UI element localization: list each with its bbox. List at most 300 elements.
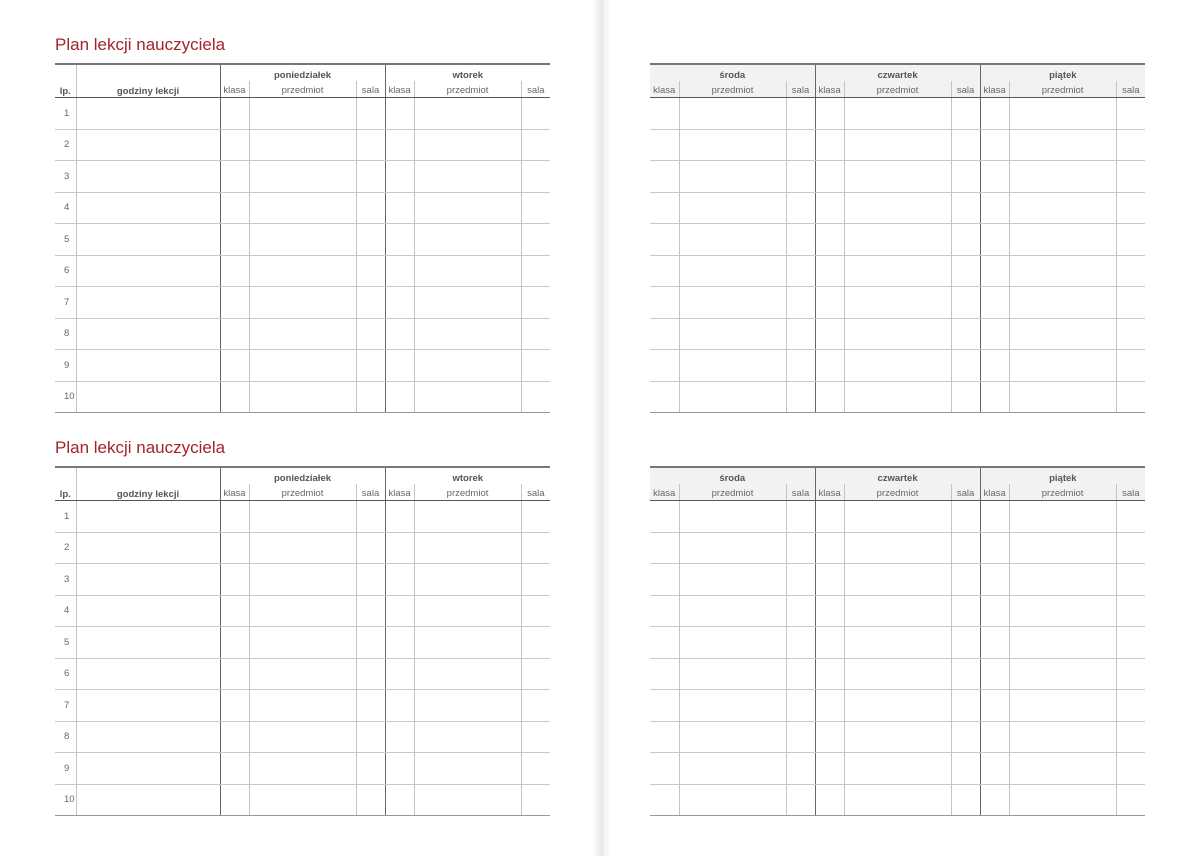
cell-przedmiot[interactable] xyxy=(249,784,356,816)
cell-przedmiot[interactable] xyxy=(844,658,951,690)
cell-klasa[interactable] xyxy=(385,501,414,533)
cell-klasa[interactable] xyxy=(220,690,249,722)
cell-klasa[interactable] xyxy=(980,350,1009,382)
cell-sala[interactable] xyxy=(521,564,550,596)
cell-przedmiot[interactable] xyxy=(1009,192,1116,224)
cell-klasa[interactable] xyxy=(220,627,249,659)
cell-klasa[interactable] xyxy=(980,501,1009,533)
cell-hours[interactable] xyxy=(76,784,220,816)
cell-przedmiot[interactable] xyxy=(414,658,521,690)
cell-przedmiot[interactable] xyxy=(844,161,951,193)
cell-sala[interactable] xyxy=(356,532,385,564)
cell-klasa[interactable] xyxy=(980,564,1009,596)
cell-przedmiot[interactable] xyxy=(1009,224,1116,256)
cell-klasa[interactable] xyxy=(650,161,679,193)
cell-przedmiot[interactable] xyxy=(1009,753,1116,785)
cell-przedmiot[interactable] xyxy=(1009,658,1116,690)
cell-przedmiot[interactable] xyxy=(679,532,786,564)
cell-przedmiot[interactable] xyxy=(844,350,951,382)
cell-sala[interactable] xyxy=(951,161,980,193)
cell-przedmiot[interactable] xyxy=(844,595,951,627)
cell-klasa[interactable] xyxy=(385,192,414,224)
cell-klasa[interactable] xyxy=(385,318,414,350)
cell-przedmiot[interactable] xyxy=(679,224,786,256)
cell-przedmiot[interactable] xyxy=(249,721,356,753)
cell-przedmiot[interactable] xyxy=(844,501,951,533)
cell-hours[interactable] xyxy=(76,287,220,319)
cell-klasa[interactable] xyxy=(815,721,844,753)
cell-klasa[interactable] xyxy=(220,501,249,533)
cell-klasa[interactable] xyxy=(815,192,844,224)
cell-klasa[interactable] xyxy=(980,381,1009,413)
cell-sala[interactable] xyxy=(1116,658,1145,690)
cell-przedmiot[interactable] xyxy=(679,627,786,659)
cell-klasa[interactable] xyxy=(650,287,679,319)
cell-sala[interactable] xyxy=(786,690,815,722)
cell-klasa[interactable] xyxy=(650,98,679,130)
cell-sala[interactable] xyxy=(521,129,550,161)
cell-sala[interactable] xyxy=(1116,129,1145,161)
cell-sala[interactable] xyxy=(786,98,815,130)
cell-przedmiot[interactable] xyxy=(1009,501,1116,533)
cell-klasa[interactable] xyxy=(650,627,679,659)
cell-sala[interactable] xyxy=(356,721,385,753)
cell-klasa[interactable] xyxy=(815,161,844,193)
cell-sala[interactable] xyxy=(521,627,550,659)
cell-sala[interactable] xyxy=(1116,721,1145,753)
cell-sala[interactable] xyxy=(1116,564,1145,596)
cell-sala[interactable] xyxy=(951,501,980,533)
cell-klasa[interactable] xyxy=(220,532,249,564)
cell-przedmiot[interactable] xyxy=(414,161,521,193)
cell-przedmiot[interactable] xyxy=(1009,532,1116,564)
cell-klasa[interactable] xyxy=(650,595,679,627)
cell-klasa[interactable] xyxy=(650,658,679,690)
cell-sala[interactable] xyxy=(951,627,980,659)
cell-przedmiot[interactable] xyxy=(844,224,951,256)
cell-przedmiot[interactable] xyxy=(414,532,521,564)
cell-przedmiot[interactable] xyxy=(1009,255,1116,287)
cell-klasa[interactable] xyxy=(980,192,1009,224)
cell-sala[interactable] xyxy=(521,690,550,722)
cell-sala[interactable] xyxy=(786,161,815,193)
cell-sala[interactable] xyxy=(356,255,385,287)
cell-sala[interactable] xyxy=(951,658,980,690)
cell-klasa[interactable] xyxy=(815,753,844,785)
cell-przedmiot[interactable] xyxy=(679,98,786,130)
cell-sala[interactable] xyxy=(521,501,550,533)
cell-klasa[interactable] xyxy=(650,690,679,722)
cell-przedmiot[interactable] xyxy=(679,595,786,627)
cell-przedmiot[interactable] xyxy=(414,381,521,413)
cell-sala[interactable] xyxy=(356,627,385,659)
cell-klasa[interactable] xyxy=(650,721,679,753)
cell-klasa[interactable] xyxy=(980,161,1009,193)
cell-sala[interactable] xyxy=(521,192,550,224)
cell-przedmiot[interactable] xyxy=(249,753,356,785)
cell-sala[interactable] xyxy=(356,287,385,319)
cell-przedmiot[interactable] xyxy=(679,753,786,785)
cell-klasa[interactable] xyxy=(650,381,679,413)
cell-klasa[interactable] xyxy=(220,255,249,287)
cell-przedmiot[interactable] xyxy=(844,318,951,350)
cell-klasa[interactable] xyxy=(650,318,679,350)
cell-sala[interactable] xyxy=(356,318,385,350)
cell-klasa[interactable] xyxy=(220,98,249,130)
cell-przedmiot[interactable] xyxy=(1009,98,1116,130)
cell-klasa[interactable] xyxy=(385,753,414,785)
cell-przedmiot[interactable] xyxy=(1009,627,1116,659)
cell-sala[interactable] xyxy=(1116,161,1145,193)
cell-klasa[interactable] xyxy=(980,595,1009,627)
cell-klasa[interactable] xyxy=(815,595,844,627)
cell-klasa[interactable] xyxy=(220,161,249,193)
cell-przedmiot[interactable] xyxy=(249,381,356,413)
cell-przedmiot[interactable] xyxy=(844,753,951,785)
cell-sala[interactable] xyxy=(521,161,550,193)
cell-klasa[interactable] xyxy=(980,224,1009,256)
cell-przedmiot[interactable] xyxy=(249,564,356,596)
cell-klasa[interactable] xyxy=(815,627,844,659)
cell-przedmiot[interactable] xyxy=(1009,287,1116,319)
cell-sala[interactable] xyxy=(356,350,385,382)
cell-klasa[interactable] xyxy=(385,224,414,256)
cell-przedmiot[interactable] xyxy=(844,564,951,596)
cell-klasa[interactable] xyxy=(815,381,844,413)
cell-przedmiot[interactable] xyxy=(414,192,521,224)
cell-klasa[interactable] xyxy=(385,784,414,816)
cell-przedmiot[interactable] xyxy=(679,564,786,596)
cell-sala[interactable] xyxy=(951,753,980,785)
cell-sala[interactable] xyxy=(356,381,385,413)
cell-przedmiot[interactable] xyxy=(844,381,951,413)
cell-klasa[interactable] xyxy=(815,784,844,816)
cell-hours[interactable] xyxy=(76,224,220,256)
cell-klasa[interactable] xyxy=(220,658,249,690)
cell-przedmiot[interactable] xyxy=(414,753,521,785)
cell-sala[interactable] xyxy=(951,287,980,319)
cell-przedmiot[interactable] xyxy=(249,627,356,659)
cell-sala[interactable] xyxy=(786,784,815,816)
cell-hours[interactable] xyxy=(76,161,220,193)
cell-klasa[interactable] xyxy=(650,255,679,287)
cell-klasa[interactable] xyxy=(220,129,249,161)
cell-sala[interactable] xyxy=(521,98,550,130)
cell-klasa[interactable] xyxy=(650,564,679,596)
cell-przedmiot[interactable] xyxy=(249,161,356,193)
cell-klasa[interactable] xyxy=(980,532,1009,564)
cell-sala[interactable] xyxy=(951,381,980,413)
cell-przedmiot[interactable] xyxy=(414,501,521,533)
cell-sala[interactable] xyxy=(356,161,385,193)
cell-klasa[interactable] xyxy=(220,595,249,627)
cell-hours[interactable] xyxy=(76,129,220,161)
cell-przedmiot[interactable] xyxy=(249,98,356,130)
cell-przedmiot[interactable] xyxy=(679,318,786,350)
cell-klasa[interactable] xyxy=(815,501,844,533)
cell-przedmiot[interactable] xyxy=(1009,318,1116,350)
cell-sala[interactable] xyxy=(521,753,550,785)
cell-klasa[interactable] xyxy=(220,784,249,816)
cell-klasa[interactable] xyxy=(385,532,414,564)
cell-sala[interactable] xyxy=(521,532,550,564)
cell-sala[interactable] xyxy=(786,564,815,596)
cell-sala[interactable] xyxy=(951,564,980,596)
cell-przedmiot[interactable] xyxy=(249,287,356,319)
cell-sala[interactable] xyxy=(521,784,550,816)
cell-klasa[interactable] xyxy=(815,129,844,161)
cell-przedmiot[interactable] xyxy=(844,98,951,130)
cell-sala[interactable] xyxy=(951,98,980,130)
cell-sala[interactable] xyxy=(951,129,980,161)
cell-przedmiot[interactable] xyxy=(844,192,951,224)
cell-klasa[interactable] xyxy=(815,287,844,319)
cell-klasa[interactable] xyxy=(815,98,844,130)
cell-sala[interactable] xyxy=(356,784,385,816)
cell-sala[interactable] xyxy=(356,690,385,722)
cell-klasa[interactable] xyxy=(385,658,414,690)
cell-klasa[interactable] xyxy=(220,318,249,350)
cell-przedmiot[interactable] xyxy=(414,224,521,256)
cell-przedmiot[interactable] xyxy=(844,532,951,564)
cell-przedmiot[interactable] xyxy=(1009,381,1116,413)
cell-klasa[interactable] xyxy=(385,595,414,627)
cell-przedmiot[interactable] xyxy=(414,721,521,753)
cell-przedmiot[interactable] xyxy=(414,627,521,659)
cell-sala[interactable] xyxy=(356,224,385,256)
cell-przedmiot[interactable] xyxy=(679,255,786,287)
cell-sala[interactable] xyxy=(786,595,815,627)
cell-klasa[interactable] xyxy=(650,224,679,256)
cell-klasa[interactable] xyxy=(650,501,679,533)
cell-sala[interactable] xyxy=(786,532,815,564)
cell-sala[interactable] xyxy=(356,501,385,533)
cell-klasa[interactable] xyxy=(815,224,844,256)
cell-klasa[interactable] xyxy=(980,690,1009,722)
cell-sala[interactable] xyxy=(951,690,980,722)
cell-klasa[interactable] xyxy=(650,350,679,382)
cell-sala[interactable] xyxy=(1116,595,1145,627)
cell-sala[interactable] xyxy=(786,721,815,753)
cell-klasa[interactable] xyxy=(815,532,844,564)
cell-sala[interactable] xyxy=(1116,784,1145,816)
cell-klasa[interactable] xyxy=(220,224,249,256)
cell-klasa[interactable] xyxy=(220,753,249,785)
cell-klasa[interactable] xyxy=(650,784,679,816)
cell-hours[interactable] xyxy=(76,658,220,690)
cell-przedmiot[interactable] xyxy=(1009,595,1116,627)
cell-sala[interactable] xyxy=(786,501,815,533)
cell-klasa[interactable] xyxy=(815,564,844,596)
cell-sala[interactable] xyxy=(521,287,550,319)
cell-sala[interactable] xyxy=(1116,350,1145,382)
cell-klasa[interactable] xyxy=(385,255,414,287)
cell-przedmiot[interactable] xyxy=(844,784,951,816)
cell-hours[interactable] xyxy=(76,192,220,224)
cell-przedmiot[interactable] xyxy=(414,129,521,161)
cell-hours[interactable] xyxy=(76,690,220,722)
cell-sala[interactable] xyxy=(951,318,980,350)
cell-przedmiot[interactable] xyxy=(1009,721,1116,753)
cell-klasa[interactable] xyxy=(385,721,414,753)
cell-przedmiot[interactable] xyxy=(249,690,356,722)
cell-przedmiot[interactable] xyxy=(679,784,786,816)
cell-przedmiot[interactable] xyxy=(414,287,521,319)
cell-przedmiot[interactable] xyxy=(249,255,356,287)
cell-przedmiot[interactable] xyxy=(1009,564,1116,596)
cell-sala[interactable] xyxy=(1116,255,1145,287)
cell-hours[interactable] xyxy=(76,381,220,413)
cell-sala[interactable] xyxy=(786,224,815,256)
cell-klasa[interactable] xyxy=(220,564,249,596)
cell-przedmiot[interactable] xyxy=(414,595,521,627)
cell-sala[interactable] xyxy=(1116,501,1145,533)
cell-sala[interactable] xyxy=(356,658,385,690)
cell-hours[interactable] xyxy=(76,501,220,533)
cell-sala[interactable] xyxy=(1116,627,1145,659)
cell-hours[interactable] xyxy=(76,532,220,564)
cell-przedmiot[interactable] xyxy=(679,501,786,533)
cell-klasa[interactable] xyxy=(980,98,1009,130)
cell-hours[interactable] xyxy=(76,721,220,753)
cell-klasa[interactable] xyxy=(220,350,249,382)
cell-sala[interactable] xyxy=(951,192,980,224)
cell-przedmiot[interactable] xyxy=(679,381,786,413)
cell-klasa[interactable] xyxy=(385,627,414,659)
cell-sala[interactable] xyxy=(786,350,815,382)
cell-sala[interactable] xyxy=(521,255,550,287)
cell-klasa[interactable] xyxy=(980,129,1009,161)
cell-sala[interactable] xyxy=(356,129,385,161)
cell-sala[interactable] xyxy=(951,532,980,564)
cell-sala[interactable] xyxy=(1116,532,1145,564)
cell-klasa[interactable] xyxy=(815,255,844,287)
cell-przedmiot[interactable] xyxy=(844,287,951,319)
cell-hours[interactable] xyxy=(76,627,220,659)
cell-sala[interactable] xyxy=(786,318,815,350)
cell-przedmiot[interactable] xyxy=(679,721,786,753)
cell-klasa[interactable] xyxy=(385,564,414,596)
cell-klasa[interactable] xyxy=(980,658,1009,690)
cell-klasa[interactable] xyxy=(815,690,844,722)
cell-sala[interactable] xyxy=(786,753,815,785)
cell-przedmiot[interactable] xyxy=(414,350,521,382)
cell-klasa[interactable] xyxy=(650,753,679,785)
cell-przedmiot[interactable] xyxy=(249,350,356,382)
cell-przedmiot[interactable] xyxy=(1009,784,1116,816)
cell-przedmiot[interactable] xyxy=(1009,161,1116,193)
cell-przedmiot[interactable] xyxy=(679,690,786,722)
cell-hours[interactable] xyxy=(76,98,220,130)
cell-przedmiot[interactable] xyxy=(679,161,786,193)
cell-sala[interactable] xyxy=(951,784,980,816)
cell-sala[interactable] xyxy=(521,224,550,256)
cell-sala[interactable] xyxy=(786,627,815,659)
cell-sala[interactable] xyxy=(1116,192,1145,224)
cell-przedmiot[interactable] xyxy=(249,318,356,350)
cell-sala[interactable] xyxy=(356,595,385,627)
cell-przedmiot[interactable] xyxy=(249,595,356,627)
cell-klasa[interactable] xyxy=(650,192,679,224)
cell-klasa[interactable] xyxy=(220,381,249,413)
cell-sala[interactable] xyxy=(356,192,385,224)
cell-przedmiot[interactable] xyxy=(1009,129,1116,161)
cell-sala[interactable] xyxy=(521,595,550,627)
cell-klasa[interactable] xyxy=(385,690,414,722)
cell-klasa[interactable] xyxy=(980,318,1009,350)
cell-sala[interactable] xyxy=(356,753,385,785)
cell-hours[interactable] xyxy=(76,595,220,627)
cell-klasa[interactable] xyxy=(385,129,414,161)
cell-klasa[interactable] xyxy=(220,192,249,224)
cell-przedmiot[interactable] xyxy=(844,129,951,161)
cell-przedmiot[interactable] xyxy=(679,287,786,319)
cell-przedmiot[interactable] xyxy=(249,129,356,161)
cell-przedmiot[interactable] xyxy=(414,98,521,130)
cell-sala[interactable] xyxy=(1116,318,1145,350)
cell-hours[interactable] xyxy=(76,318,220,350)
cell-sala[interactable] xyxy=(786,381,815,413)
cell-sala[interactable] xyxy=(356,564,385,596)
cell-klasa[interactable] xyxy=(650,532,679,564)
cell-przedmiot[interactable] xyxy=(249,501,356,533)
cell-przedmiot[interactable] xyxy=(249,532,356,564)
cell-przedmiot[interactable] xyxy=(414,784,521,816)
cell-sala[interactable] xyxy=(521,381,550,413)
cell-hours[interactable] xyxy=(76,564,220,596)
cell-sala[interactable] xyxy=(1116,287,1145,319)
cell-klasa[interactable] xyxy=(980,784,1009,816)
cell-przedmiot[interactable] xyxy=(249,224,356,256)
cell-sala[interactable] xyxy=(786,129,815,161)
cell-hours[interactable] xyxy=(76,753,220,785)
cell-przedmiot[interactable] xyxy=(414,690,521,722)
cell-sala[interactable] xyxy=(951,721,980,753)
cell-przedmiot[interactable] xyxy=(414,318,521,350)
cell-sala[interactable] xyxy=(786,255,815,287)
cell-sala[interactable] xyxy=(521,350,550,382)
cell-klasa[interactable] xyxy=(815,318,844,350)
cell-sala[interactable] xyxy=(356,98,385,130)
cell-przedmiot[interactable] xyxy=(844,627,951,659)
cell-sala[interactable] xyxy=(1116,224,1145,256)
cell-klasa[interactable] xyxy=(980,721,1009,753)
cell-przedmiot[interactable] xyxy=(1009,690,1116,722)
cell-klasa[interactable] xyxy=(650,129,679,161)
cell-hours[interactable] xyxy=(76,255,220,287)
cell-klasa[interactable] xyxy=(815,658,844,690)
cell-klasa[interactable] xyxy=(980,255,1009,287)
cell-przedmiot[interactable] xyxy=(249,658,356,690)
cell-sala[interactable] xyxy=(951,224,980,256)
cell-sala[interactable] xyxy=(951,255,980,287)
cell-klasa[interactable] xyxy=(220,287,249,319)
cell-sala[interactable] xyxy=(521,318,550,350)
cell-sala[interactable] xyxy=(786,192,815,224)
cell-klasa[interactable] xyxy=(385,161,414,193)
cell-klasa[interactable] xyxy=(385,287,414,319)
cell-klasa[interactable] xyxy=(980,753,1009,785)
cell-przedmiot[interactable] xyxy=(679,129,786,161)
cell-przedmiot[interactable] xyxy=(679,192,786,224)
cell-przedmiot[interactable] xyxy=(414,255,521,287)
cell-sala[interactable] xyxy=(521,658,550,690)
cell-przedmiot[interactable] xyxy=(679,350,786,382)
cell-klasa[interactable] xyxy=(980,287,1009,319)
cell-przedmiot[interactable] xyxy=(249,192,356,224)
cell-sala[interactable] xyxy=(1116,381,1145,413)
cell-przedmiot[interactable] xyxy=(844,255,951,287)
